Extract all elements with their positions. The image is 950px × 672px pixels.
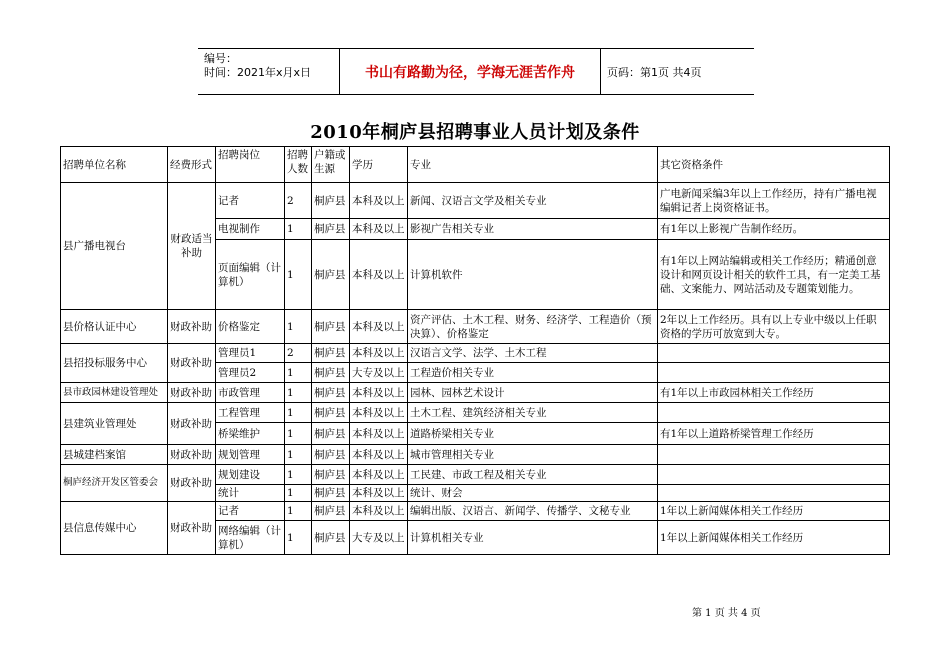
cell-funding: 财政补助 — [168, 502, 216, 555]
cell-origin: 桐庐县 — [312, 344, 350, 363]
cell-funding: 财政补助 — [168, 403, 216, 445]
cell-post: 记者 — [216, 183, 285, 219]
cell-origin: 桐庐县 — [312, 383, 350, 403]
cell-origin: 桐庐县 — [312, 240, 350, 310]
table-row — [61, 344, 890, 363]
cell-other: 有1年以上市政园林相关工作经历 — [658, 383, 890, 403]
cell-education: 本科及以上 — [350, 383, 408, 403]
cell-origin: 桐庐县 — [312, 423, 350, 445]
cell-count: 1 — [285, 502, 312, 521]
cell-count: 1 — [285, 363, 312, 383]
table-header-row — [61, 147, 890, 183]
cell-funding: 财政适当补助 — [168, 183, 216, 310]
cell-unit: 县广播电视台 — [61, 183, 168, 310]
cell-education: 本科及以上 — [350, 183, 408, 219]
cell-post: 管理员2 — [216, 363, 285, 383]
cell-unit: 桐庐经济开发区管委会 — [61, 465, 168, 502]
cell-major: 道路桥梁相关专业 — [408, 423, 658, 445]
cell-major: 影视广告相关专业 — [408, 219, 658, 240]
cell-count: 1 — [285, 310, 312, 344]
time-label: 时间：2021年x月x日 — [204, 66, 312, 79]
table-row — [61, 403, 890, 423]
cell-other: 1年以上新闻媒体相关工作经历 — [658, 521, 890, 555]
cell-post: 电视制作 — [216, 219, 285, 240]
table-row — [61, 310, 890, 344]
cell-post: 价格鉴定 — [216, 310, 285, 344]
cell-major: 编辑出版、汉语言、新闻学、传播学、文秘专业 — [408, 502, 658, 521]
cell-post: 管理员1 — [216, 344, 285, 363]
cell-funding: 财政补助 — [168, 383, 216, 403]
cell-education: 大专及以上 — [350, 521, 408, 555]
cell-post: 统计 — [216, 485, 285, 502]
cell-major: 汉语言文学、法学、土木工程 — [408, 344, 658, 363]
cell-post: 规划建设 — [216, 465, 285, 485]
cell-origin: 桐庐县 — [312, 219, 350, 240]
header-page-code: 页码：第1页 共4页 — [607, 65, 702, 79]
cell-origin: 桐庐县 — [312, 310, 350, 344]
cell-other — [658, 485, 890, 502]
cell-funding: 财政补助 — [168, 445, 216, 465]
cell-count: 2 — [285, 344, 312, 363]
cell-funding: 财政补助 — [168, 344, 216, 383]
cell-count: 1 — [285, 403, 312, 423]
cell-education: 本科及以上 — [350, 403, 408, 423]
document-title: 2010年桐庐县招聘事业人员计划及条件 — [310, 122, 640, 143]
cell-unit: 县建筑业管理处 — [61, 403, 168, 445]
cell-major: 园林、园林艺术设计 — [408, 383, 658, 403]
cell-major: 新闻、汉语言文学及相关专业 — [408, 183, 658, 219]
cell-unit: 县市政园林建设管理处 — [61, 383, 168, 403]
cell-unit: 县招投标服务中心 — [61, 344, 168, 383]
cell-other: 2年以上工作经历。具有以上专业中级以上任职资格的学历可放宽到大专。 — [658, 310, 890, 344]
cell-origin: 桐庐县 — [312, 183, 350, 219]
table-row — [61, 502, 890, 521]
cell-education: 本科及以上 — [350, 465, 408, 485]
cell-origin: 桐庐县 — [312, 502, 350, 521]
cell-unit: 县价格认证中心 — [61, 310, 168, 344]
cell-education: 本科及以上 — [350, 445, 408, 465]
cell-education: 本科及以上 — [350, 240, 408, 310]
recruitment-table — [60, 146, 890, 555]
cell-other — [658, 445, 890, 465]
cell-other — [658, 363, 890, 383]
cell-education: 本科及以上 — [350, 485, 408, 502]
header-education: 学历 — [350, 147, 408, 183]
table-row — [61, 383, 890, 403]
cell-major: 统计、财会 — [408, 485, 658, 502]
cell-post: 桥梁维护 — [216, 423, 285, 445]
cell-unit: 县信息传媒中心 — [61, 502, 168, 555]
header-funding: 经费形式 — [168, 147, 216, 183]
cell-count: 1 — [285, 465, 312, 485]
cell-count: 2 — [285, 183, 312, 219]
cell-education: 本科及以上 — [350, 502, 408, 521]
cell-origin: 桐庐县 — [312, 403, 350, 423]
header-info-cell — [198, 49, 340, 94]
cell-count: 1 — [285, 445, 312, 465]
cell-major: 工程造价相关专业 — [408, 363, 658, 383]
cell-origin: 桐庐县 — [312, 521, 350, 555]
header-unit: 招聘单位名称 — [61, 147, 168, 183]
cell-other: 有1年以上道路桥梁管理工作经历 — [658, 423, 890, 445]
cell-major: 土木工程、建筑经济相关专业 — [408, 403, 658, 423]
cell-count: 1 — [285, 240, 312, 310]
header-major: 专业 — [408, 147, 658, 183]
cell-origin: 桐庐县 — [312, 445, 350, 465]
cell-education: 大专及以上 — [350, 363, 408, 383]
cell-post: 记者 — [216, 502, 285, 521]
cell-post: 工程管理 — [216, 403, 285, 423]
header-other: 其它资格条件 — [658, 147, 890, 183]
cell-major: 计算机软件 — [408, 240, 658, 310]
cell-other: 广电新闻采编3年以上工作经历，持有广播电视编辑记者上岗资格证书。 — [658, 183, 890, 219]
cell-count: 1 — [285, 485, 312, 502]
cell-unit: 县城建档案馆 — [61, 445, 168, 465]
cell-funding: 财政补助 — [168, 465, 216, 502]
cell-other — [658, 465, 890, 485]
cell-post: 网络编辑（计算机） — [216, 521, 285, 555]
cell-post: 页面编辑（计算机） — [216, 240, 285, 310]
cell-major: 计算机相关专业 — [408, 521, 658, 555]
cell-education: 本科及以上 — [350, 310, 408, 344]
cell-funding: 财政补助 — [168, 310, 216, 344]
header-origin: 户籍或生源 — [312, 147, 350, 183]
page-footer: 第 1 页 共 4 页 — [692, 608, 761, 619]
table-row — [61, 183, 890, 219]
cell-other: 有1年以上影视广告制作经历。 — [658, 219, 890, 240]
page-header — [198, 48, 754, 95]
cell-major: 工民建、市政工程及相关专业 — [408, 465, 658, 485]
table-row — [61, 465, 890, 485]
cell-count: 1 — [285, 521, 312, 555]
cell-origin: 桐庐县 — [312, 363, 350, 383]
table-row — [61, 445, 890, 465]
cell-count: 1 — [285, 383, 312, 403]
cell-count: 1 — [285, 219, 312, 240]
header-count: 招聘人数 — [285, 147, 312, 183]
cell-major: 城市管理相关专业 — [408, 445, 658, 465]
cell-origin: 桐庐县 — [312, 465, 350, 485]
cell-education: 本科及以上 — [350, 344, 408, 363]
cell-origin: 桐庐县 — [312, 485, 350, 502]
header-motto: 书山有路勤为径，学海无涯苦作舟 — [340, 49, 601, 94]
cell-major: 资产评估、土木工程、财务、经济学、工程造价（预决算）、价格鉴定 — [408, 310, 658, 344]
cell-education: 本科及以上 — [350, 423, 408, 445]
cell-other — [658, 403, 890, 423]
cell-count: 1 — [285, 423, 312, 445]
cell-other — [658, 344, 890, 363]
cell-post: 规划管理 — [216, 445, 285, 465]
cell-post: 市政管理 — [216, 383, 285, 403]
header-post: 招聘岗位 — [216, 147, 285, 183]
cell-education: 本科及以上 — [350, 219, 408, 240]
cell-other: 1年以上新闻媒体相关工作经历 — [658, 502, 890, 521]
cell-other: 有1年以上网站编辑或相关工作经历；精通创意设计和网页设计相关的软件工具，有一定美工基础、文案能力、网站活动及专题策划能力。 — [658, 240, 890, 310]
number-label: 编号： — [204, 52, 237, 65]
